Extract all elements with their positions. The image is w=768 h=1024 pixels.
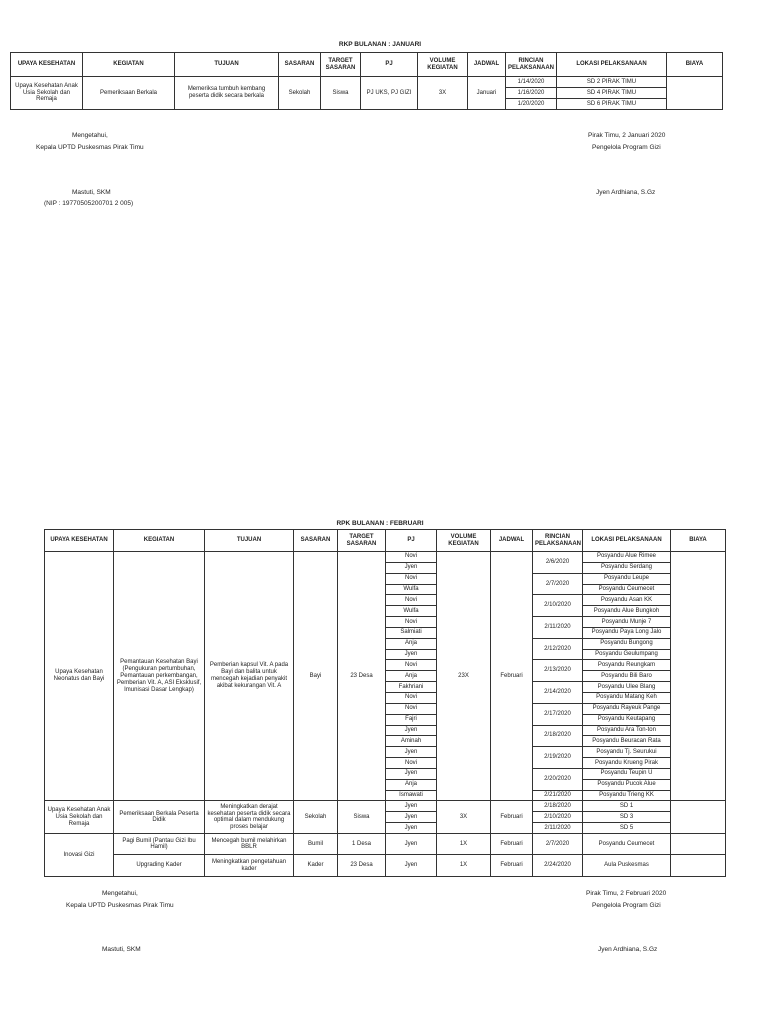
jan-header-kegiatan: KEGIATAN	[83, 53, 175, 77]
feb-b1-biaya-cell	[671, 552, 726, 801]
feb-header-target: TARGET SASARAN	[338, 530, 386, 552]
feb-b1-lokasi-cell: Posyandu Ara Ton-ton	[583, 725, 671, 736]
feb-b1-date-cell: 2/6/2020	[533, 552, 583, 574]
jan-date-cell: 1/20/2020	[506, 99, 557, 110]
feb-header-biaya: BIAYA	[671, 530, 726, 552]
feb-b2-tujuan-cell: Meningkatkan derajat kesehatan peserta didik secara optimal dalam mendukung proses belajar	[205, 801, 294, 834]
feb-b1-pj-cell: Novi	[386, 617, 437, 628]
table-row	[45, 552, 726, 563]
feb-b1-pj-cell: Jyen	[386, 725, 437, 736]
jan-pj-cell: PJ UKS, PJ GIZI	[361, 77, 418, 110]
feb-b3-tujuan-cell: Mencegah bumil melahirkan BBLR	[205, 834, 294, 855]
feb-b3-tujuan-cell: Meningkatkan pengetahuan kader	[205, 855, 294, 877]
table-row	[45, 801, 726, 812]
feb-b1-lokasi-cell: Posyandu Rayeuk Pange	[583, 703, 671, 714]
feb-sign-left-1: Mengetahui,	[102, 890, 138, 897]
feb-b1-date-cell: 2/17/2020	[533, 703, 583, 725]
jan-header-row	[11, 53, 723, 77]
feb-b1-lokasi-cell: Posyandu Munje 7	[583, 617, 671, 628]
feb-b1-date-cell: 2/19/2020	[533, 747, 583, 769]
feb-b1-lokasi-cell: Posyandu Ceumecet	[583, 584, 671, 595]
jan-sign-left-nip: (NIP : 19770505200701 2 005)	[44, 200, 134, 207]
jan-sign-left-1: Mengetahui,	[72, 132, 108, 139]
feb-b1-lokasi-cell: Posyandu Tj. Seurukui	[583, 747, 671, 758]
feb-b3-date-cell: 2/7/2020	[533, 834, 583, 855]
jan-tujuan-cell: Memeriksa tumbuh kembang peserta didik secara berkala	[175, 77, 279, 110]
feb-table	[44, 529, 726, 877]
feb-b1-jadwal-cell: Februari	[491, 552, 533, 801]
feb-b1-pj-cell: Novi	[386, 703, 437, 714]
feb-b1-date-cell: 2/7/2020	[533, 573, 583, 595]
feb-b3-volume-cell: 1X	[437, 855, 491, 877]
feb-b1-pj-cell: Novi	[386, 660, 437, 671]
feb-b1-pj-cell: Novi	[386, 692, 437, 703]
table-row	[45, 834, 726, 855]
jan-header-volume: VOLUME KEGIATAN	[418, 53, 468, 77]
jan-header-target: TARGET SASARAN	[321, 53, 361, 77]
feb-b1-lokasi-cell: Posyandu Krueng Pirak	[583, 758, 671, 769]
feb-b3-upaya-cell: Inovasi Gizi	[45, 834, 114, 877]
feb-b3-lokasi-cell: Posyandu Ceumecet	[583, 834, 671, 855]
jan-date-cell: 1/14/2020	[506, 77, 557, 88]
feb-b1-date-cell: 2/21/2020	[533, 790, 583, 801]
jan-header-upaya: UPAYA KESEHATAN	[11, 53, 83, 77]
feb-b2-lokasi-cell: SD 5	[583, 823, 671, 834]
jan-header-sasaran: SASARAN	[279, 53, 321, 77]
feb-b1-date-cell: 2/11/2020	[533, 617, 583, 639]
jan-header-pj: PJ	[361, 53, 418, 77]
feb-b1-lokasi-cell: Posyandu Bili Baro	[583, 671, 671, 682]
feb-b1-pj-cell: Anja	[386, 638, 437, 649]
feb-b1-date-cell: 2/20/2020	[533, 768, 583, 790]
feb-b1-pj-cell: Novi	[386, 758, 437, 769]
feb-b1-pj-cell: Wulfa	[386, 606, 437, 617]
feb-b1-lokasi-cell: Posyandu Paya Long Jalo	[583, 627, 671, 638]
feb-b3-volume-cell: 1X	[437, 834, 491, 855]
feb-b1-lokasi-cell: Posyandu Beuracan Rata	[583, 736, 671, 747]
feb-sign-right-name: Jyen Ardhiana, S.Gz	[598, 946, 658, 953]
feb-b1-date-cell: 2/10/2020	[533, 595, 583, 617]
jan-lokasi-cell: SD 2 PIRAK TIMU	[557, 77, 667, 88]
feb-b1-volume-cell: 23X	[437, 552, 491, 801]
feb-b1-lokasi-cell: Posyandu Bungong	[583, 638, 671, 649]
feb-b2-lokasi-cell: SD 3	[583, 812, 671, 823]
table-row	[45, 855, 726, 877]
feb-b3-biaya-cell	[671, 855, 726, 877]
feb-b3-pj-cell: Jyen	[386, 855, 437, 877]
jan-jadwal-cell: Januari	[468, 77, 506, 110]
feb-header-upaya: UPAYA KESEHATAN	[45, 530, 114, 552]
feb-b2-volume-cell: 3X	[437, 801, 491, 834]
jan-date-cell: 1/16/2020	[506, 88, 557, 99]
feb-b3-jadwal-cell: Februari	[491, 855, 533, 877]
feb-title: RPK BULANAN : FEBRUARI	[336, 520, 424, 527]
feb-b1-date-cell: 2/18/2020	[533, 725, 583, 747]
feb-b2-sasaran-cell: Sekolah	[294, 801, 338, 834]
feb-b1-pj-cell: Jyen	[386, 562, 437, 573]
feb-b1-pj-cell: Anja	[386, 779, 437, 790]
feb-header-lokasi: LOKASI PELAKSANAAN	[583, 530, 671, 552]
jan-sign-right-2: Pengelola Program Gizi	[592, 144, 661, 151]
feb-block-neonatus	[45, 552, 726, 801]
feb-b3-kegiatan-cell: Upgrading Kader	[114, 855, 205, 877]
feb-header-jadwal: JADWAL	[491, 530, 533, 552]
feb-b3-kegiatan-cell: Pagi Bumil (Pantau Gizi Ibu Hamil)	[114, 834, 205, 855]
feb-sign-left-2: Kepala UPTD Puskesmas Pirak Timu	[66, 902, 174, 909]
jan-sign-left-name: Mastuti, SKM	[72, 189, 111, 196]
feb-sign-left-name: Mastuti, SKM	[102, 946, 141, 953]
feb-b2-target-cell: Siswa	[338, 801, 386, 834]
feb-b1-date-cell: 2/12/2020	[533, 638, 583, 660]
jan-lokasi-cell: SD 4 PIRAK TIMU	[557, 88, 667, 99]
jan-kegiatan-cell: Pemeriksaan Berkala	[83, 77, 175, 110]
jan-table	[10, 52, 723, 110]
feb-header-tujuan: TUJUAN	[205, 530, 294, 552]
jan-header-biaya: BIAYA	[667, 53, 723, 77]
jan-biaya-cell	[667, 77, 723, 110]
feb-b1-pj-cell: Jyen	[386, 649, 437, 660]
feb-b1-pj-cell: Novi	[386, 573, 437, 584]
table-row	[11, 77, 723, 88]
feb-b3-sasaran-cell: Bumil	[294, 834, 338, 855]
feb-header-rincian: RINCIAN PELAKSANAAN	[533, 530, 583, 552]
jan-upaya-cell: Upaya Kesehatan Anak Usia Sekolah dan Remaja	[11, 77, 83, 110]
feb-header-kegiatan: KEGIATAN	[114, 530, 205, 552]
feb-b1-lokasi-cell: Posyandu Pucok Alue	[583, 779, 671, 790]
feb-b1-pj-cell: Fakhriani	[386, 682, 437, 693]
feb-b1-pj-cell: Novi	[386, 552, 437, 563]
feb-b1-sasaran-cell: Bayi	[294, 552, 338, 801]
feb-header-row	[45, 530, 726, 552]
feb-b1-lokasi-cell: Posyandu Alue Rimee	[583, 552, 671, 563]
feb-b2-jadwal-cell: Februari	[491, 801, 533, 834]
feb-b2-upaya-cell: Upaya Kesehatan Anak Usia Sekolah dan Remaja	[45, 801, 114, 834]
feb-b1-lokasi-cell: Posyandu Leupe	[583, 573, 671, 584]
feb-b2-pj-cell: Jyen	[386, 801, 437, 812]
feb-header-sasaran: SASARAN	[294, 530, 338, 552]
jan-sign-right-name: Jyen Ardhiana, S.Gz	[596, 189, 656, 196]
feb-b3-target-cell: 1 Desa	[338, 834, 386, 855]
feb-b2-date-cell: 2/10/2020	[533, 812, 583, 823]
feb-b1-tujuan-cell: Pemberian kapsul Vit. A pada Bayi dan balita untuk mencegah kejadian penyakit akibat kekurangan Vit. A	[205, 552, 294, 801]
feb-b2-pj-cell: Jyen	[386, 812, 437, 823]
feb-b1-pj-cell: Ismawati	[386, 790, 437, 801]
jan-target-cell: Siswa	[321, 77, 361, 110]
jan-sign-right-1: Pirak Timu, 2 Januari 2020	[588, 132, 666, 139]
jan-header-lokasi: LOKASI PELAKSANAAN	[557, 53, 667, 77]
feb-b1-pj-cell: Jyen	[386, 768, 437, 779]
feb-header-pj: PJ	[386, 530, 437, 552]
feb-b1-lokasi-cell: Posyandu Trieng KK	[583, 790, 671, 801]
feb-b1-kegiatan-cell: Pemantauan Kesehatan Bayi (Pengukuran pertumbuhan, Pemantauan perkembangan, Pemberian Vit. A, ASI Eksklusif, Imunisasi Dasar Lengkap)	[114, 552, 205, 801]
jan-header-tujuan: TUJUAN	[175, 53, 279, 77]
feb-b2-date-cell: 2/11/2020	[533, 823, 583, 834]
jan-sasaran-cell: Sekolah	[279, 77, 321, 110]
feb-b1-upaya-cell: Upaya Kesehatan Neonatus dan Bayi	[45, 552, 114, 801]
feb-b3-jadwal-cell: Februari	[491, 834, 533, 855]
feb-b1-lokasi-cell: Posyandu Serdang	[583, 562, 671, 573]
feb-b3-pj-cell: Jyen	[386, 834, 437, 855]
jan-header-jadwal: JADWAL	[468, 53, 506, 77]
feb-b1-pj-cell: Novi	[386, 595, 437, 606]
feb-b1-pj-cell: Jyen	[386, 747, 437, 758]
feb-b1-date-cell: 2/13/2020	[533, 660, 583, 682]
feb-b1-pj-cell: Salmiati	[386, 627, 437, 638]
jan-sign-left-2: Kepala UPTD Puskesmas Pirak Timu	[36, 144, 144, 151]
feb-b1-lokasi-cell: Posyandu Keutapang	[583, 714, 671, 725]
feb-b2-date-cell: 2/18/2020	[533, 801, 583, 812]
feb-b3-biaya-cell	[671, 834, 726, 855]
feb-b2-lokasi-cell: SD 1	[583, 801, 671, 812]
feb-b1-pj-cell: Fajri	[386, 714, 437, 725]
feb-b1-pj-cell: Wulfa	[386, 584, 437, 595]
feb-b1-pj-cell: Aminah	[386, 736, 437, 747]
jan-volume-cell: 3X	[418, 77, 468, 110]
feb-b1-lokasi-cell: Posyandu Asan KK	[583, 595, 671, 606]
feb-b1-lokasi-cell: Posyandu Reungkam	[583, 660, 671, 671]
jan-header-rincian: RINCIAN PELAKSANAAN	[506, 53, 557, 77]
feb-sign-right-1: Pirak Timu, 2 Februari 2020	[586, 890, 667, 897]
feb-b1-lokasi-cell: Posyandu Alue Bungkoh	[583, 606, 671, 617]
feb-sign-right-2: Pengelola Program Gizi	[592, 902, 661, 909]
feb-b1-date-cell: 2/14/2020	[533, 682, 583, 704]
feb-b1-target-cell: 23 Desa	[338, 552, 386, 801]
feb-header-volume: VOLUME KEGIATAN	[437, 530, 491, 552]
feb-b2-biaya-cell	[671, 801, 726, 834]
jan-title: RKP BULANAN : JANUARI	[338, 41, 422, 48]
feb-b1-lokasi-cell: Posyandu Ulee Blang	[583, 682, 671, 693]
feb-b3-lokasi-cell: Aula Puskesmas	[583, 855, 671, 877]
feb-b1-lokasi-cell: Posyandu Geulumpang	[583, 649, 671, 660]
feb-b2-pj-cell: Jyen	[386, 823, 437, 834]
feb-b3-sasaran-cell: Kader	[294, 855, 338, 877]
feb-b1-lokasi-cell: Posyandu Teupin U	[583, 768, 671, 779]
feb-b1-lokasi-cell: Posyandu Matang Keh	[583, 692, 671, 703]
feb-b2-kegiatan-cell: Pemeriksaan Berkala Peserta Didik	[114, 801, 205, 834]
feb-b1-pj-cell: Anja	[386, 671, 437, 682]
feb-b3-date-cell: 2/24/2020	[533, 855, 583, 877]
feb-b3-target-cell: 23 Desa	[338, 855, 386, 877]
jan-lokasi-cell: SD 6 PIRAK TIMU	[557, 99, 667, 110]
